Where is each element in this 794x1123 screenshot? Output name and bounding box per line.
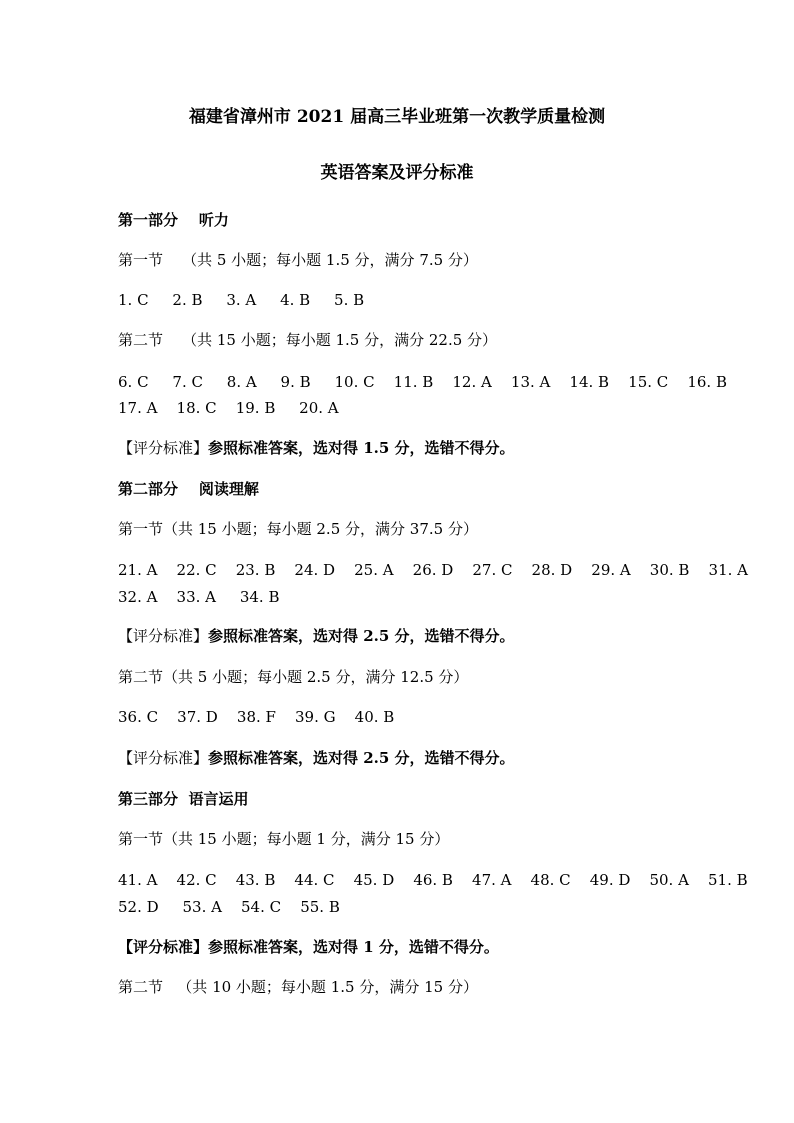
part2-section2-heading: 第二节（共 5 小题；每小题 2.5 分，满分 12.5 分）: [118, 668, 469, 686]
scoring-label: 【评分标准】: [118, 749, 209, 767]
part3-heading: 第三部分 语言运用: [118, 790, 249, 808]
part1-section2-answers-row2: 17. A 18. C 19. B 20. A: [118, 399, 339, 417]
part1-heading: 第一部分 听力: [118, 211, 229, 229]
scoring-text: 参照标准答案，选对得 1 分，选错不得分。: [208, 938, 499, 956]
part3-section1-answers-row1: 41. A 42. C 43. B 44. C 45. D 46. B 47. A 48. C 49. D 50. A 51. B: [118, 871, 748, 889]
part2-scoring-note-2: [118, 748, 515, 768]
scoring-text: 参照标准答案，选对得 2.5 分，选错不得分。: [208, 749, 515, 767]
scoring-text: 参照标准答案，选对得 1.5 分，选错不得分。: [208, 439, 515, 457]
part1-scoring-note: [118, 438, 515, 458]
part2-heading: 第二部分 阅读理解: [118, 480, 259, 498]
scoring-label: 【评分标准】: [118, 439, 209, 457]
part1-section1-heading: 第一节 （共 5 小题；每小题 1.5 分，满分 7.5 分）: [118, 251, 478, 269]
part2-section2-answers: 36. C 37. D 38. F 39. G 40. B: [118, 708, 395, 726]
part1-section2-heading: 第二节 （共 15 小题；每小题 1.5 分，满分 22.5 分）: [118, 331, 498, 349]
document-subtitle: 英语答案及评分标准: [320, 163, 474, 183]
part3-section2-heading: 第二节 （共 10 小题；每小题 1.5 分，满分 15 分）: [118, 978, 478, 996]
part2-scoring-note-1: [118, 626, 515, 646]
part2-section1-heading: 第一节（共 15 小题；每小题 2.5 分，满分 37.5 分）: [118, 520, 478, 538]
part1-section1-answers: 1. C 2. B 3. A 4. B 5. B: [118, 291, 365, 309]
part3-section1-answers-row2: 52. D 53. A 54. C 55. B: [118, 898, 340, 916]
scoring-text: 参照标准答案，选对得 2.5 分，选错不得分。: [208, 627, 515, 645]
part2-section1-answers-row2: 32. A 33. A 34. B: [118, 588, 280, 606]
document-title: 福建省漳州市 2021 届高三毕业班第一次教学质量检测: [188, 107, 606, 127]
part3-section1-heading: 第一节（共 15 小题；每小题 1 分，满分 15 分）: [118, 830, 450, 848]
part3-scoring-note: [118, 937, 499, 957]
part1-section2-answers-row1: 6. C 7. C 8. A 9. B 10. C 11. B 12. A 13. A 14. B 15. C 16. B: [118, 373, 727, 391]
scoring-label: 【评分标准】: [118, 938, 209, 956]
scoring-label: 【评分标准】: [118, 627, 209, 645]
part2-section1-answers-row1: 21. A 22. C 23. B 24. D 25. A 26. D 27. C 28. D 29. A 30. B 31. A: [118, 561, 748, 579]
